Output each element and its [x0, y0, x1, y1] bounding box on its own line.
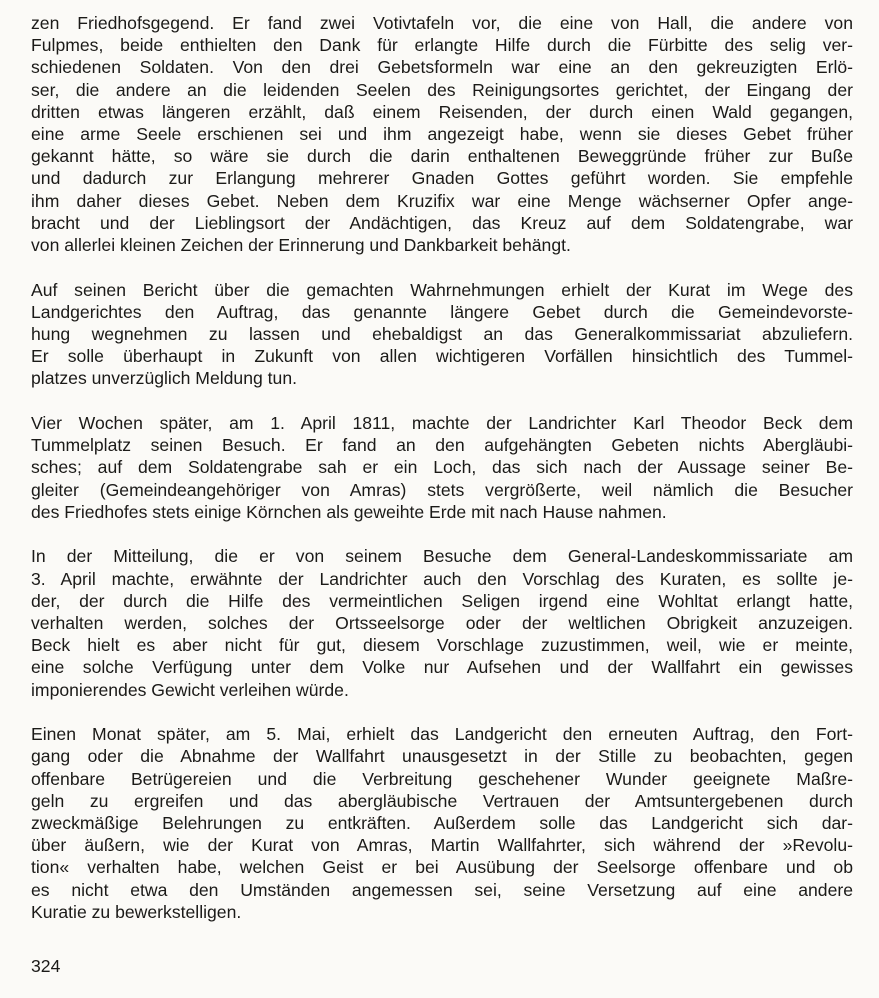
text-line: dritten etwas längeren erzählt, daß einem Reisenden, der durch einen Wald gegangen,	[31, 101, 853, 122]
text-line: Kuratie zu bewerkstelligen.	[31, 901, 242, 922]
text-line: zen Friedhofsgegend. Er fand zwei Votivtafeln vor, die eine von Hall, die andere von	[31, 13, 853, 33]
paragraph-2	[31, 279, 853, 390]
text-line: 3. April machte, erwähnte der Landrichter auch den Vorschlag des Kuraten, es sollte je-	[31, 568, 853, 589]
text-line: es nicht etwa den Umständen angemessen sei, seine Versetzung auf eine andere	[31, 879, 853, 900]
text-line: imponierendes Gewicht verleihen würde.	[31, 679, 349, 700]
text-line: offenbare Betrügereien und die Verbreitung geschehener Wunder geeignete Maßre-	[31, 768, 853, 789]
text-line: gleiter (Gemeindeangehöriger von Amras) stets vergrößerte, weil nämlich die Besucher	[31, 479, 853, 500]
paragraph-4	[31, 545, 853, 700]
text-line: hung wegnehmen zu lassen und ehebaldigst an das Generalkommissariat abzuliefern.	[31, 324, 853, 345]
page-number: 324	[31, 956, 61, 976]
text-line: der, der durch die Hilfe des vermeintlichen Seligen irgend eine Wohltat erlangt hatte,	[31, 590, 853, 611]
text-line: über äußern, wie der Kurat von Amras, Martin Wallfahrter, sich während der »Revolu-	[31, 835, 853, 856]
text-line: Er solle überhaupt in Zukunft von allen wichtigeren Vorfällen hinsichtlich des Tummel-	[31, 346, 853, 367]
text-line: ser, die andere an die leidenden Seelen des Reinigungsortes gerichtet, der Eingang der	[31, 79, 853, 100]
text-line: Landgerichtes den Auftrag, das genannte längere Gebet durch die Gemeindevorste-	[31, 301, 853, 322]
text-line: Fulpmes, beide enthielten den Dank für erlangte Hilfe durch die Fürbitte des selig ver-	[31, 35, 853, 56]
text-line: Tummelplatz seinen Besuch. Er fand an den aufgehängten Gebeten nichts Abergläubi-	[31, 435, 853, 456]
text-line: geln zu ergreifen und das abergläubische Vertrauen der Amtsuntergebenen durch	[31, 790, 853, 811]
page-body	[31, 12, 853, 923]
text-line: In der Mitteilung, die er von seinem Besuche dem General-Landeskommissariate am	[31, 546, 853, 567]
text-line: Einen Monat später, am 5. Mai, erhielt das Landgericht den erneuten Auftrag, den Fort-	[31, 724, 853, 745]
text-line: Beck hielt es aber nicht für gut, diesem Vorschlage zuzustimmen, weil, wie er meinte,	[31, 635, 853, 656]
text-line: Vier Wochen später, am 1. April 1811, machte der Landrichter Karl Theodor Beck dem	[31, 413, 853, 434]
text-line: bracht und der Lieblingsort der Andächtigen, das Kreuz auf dem Soldatengrabe, war	[31, 212, 853, 233]
text-line: platzes unverzüglich Meldung tun.	[31, 368, 298, 389]
text-line: verhalten werden, solches der Ortsseelsorge oder der weltlichen Obrigkeit anzuzeigen.	[31, 613, 853, 634]
paragraph-5	[31, 723, 853, 923]
text-line: gang oder die Abnahme der Wallfahrt unausgesetzt in der Stille zu beobachten, gegen	[31, 746, 853, 767]
text-line: zweckmäßige Belehrungen zu entkräften. Außerdem solle das Landgericht sich dar-	[31, 813, 853, 834]
text-line: des Friedhofes stets einige Körnchen als geweihte Erde mit nach Hause nahmen.	[31, 501, 667, 522]
paragraph-3	[31, 412, 853, 523]
text-line: von allerlei kleinen Zeichen der Erinnerung und Dankbarkeit behängt.	[31, 235, 571, 256]
text-line: eine solche Verfügung unter dem Volke nur Aufsehen und der Wallfahrt ein gewisses	[31, 657, 853, 678]
text-line: und dadurch zur Erlangung mehrerer Gnaden Gottes geführt worden. Sie empfehle	[31, 168, 853, 189]
text-line: tion« verhalten habe, welchen Geist er bei Ausübung der Seelsorge offenbare und ob	[31, 857, 853, 878]
text-line: Auf seinen Bericht über die gemachten Wahrnehmungen erhielt der Kurat im Wege des	[31, 279, 853, 300]
text-line: gekannt hätte, so wäre sie durch die darin enthaltenen Beweggründe früher zur Buße	[31, 146, 853, 167]
text-line: schiedenen Soldaten. Von den drei Gebetsformeln war eine an den gekreuzigten Erlö-	[31, 57, 853, 78]
paragraph-1	[31, 12, 853, 256]
text-line: ihm daher dieses Gebet. Neben dem Kruzifix war eine Menge wächserner Opfer ange-	[31, 190, 853, 211]
text-line: eine arme Seele erschienen sei und ihm angezeigt habe, wenn sie dieses Gebet früher	[31, 124, 853, 145]
text-line: sches; auf dem Soldatengrabe sah er ein Loch, das sich nach der Aussage seiner Be-	[31, 457, 853, 478]
